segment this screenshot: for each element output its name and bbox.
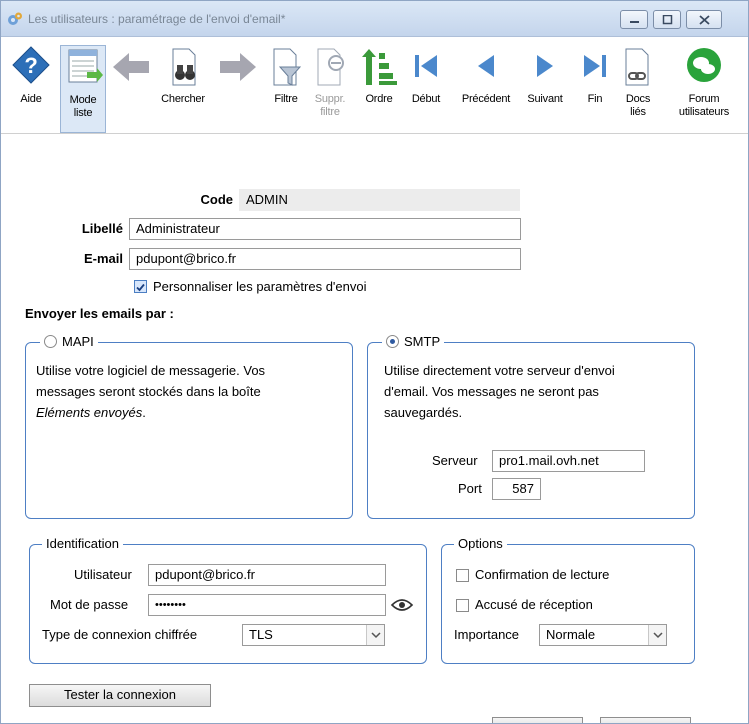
forum-chat-icon [682, 45, 726, 89]
importance-select[interactable] [539, 624, 667, 646]
tester-connexion-button[interactable]: Tester la connexion [29, 684, 211, 707]
forum-button[interactable]: Forum utilisateurs [669, 45, 739, 133]
smtp-label: SMTP [404, 334, 441, 349]
previous-record-icon [466, 45, 506, 89]
svg-text:?: ? [24, 53, 38, 78]
mapi-label: MAPI [62, 334, 94, 349]
suivant-button[interactable]: Suivant [521, 45, 569, 133]
libelle-label: Libellé [81, 221, 123, 236]
mapi-radio[interactable] [44, 335, 57, 348]
aide-button[interactable]: ? Aide [11, 45, 51, 133]
password-label: Mot de passe [50, 597, 129, 612]
mapi-group [25, 334, 353, 519]
code-label: Code [200, 192, 233, 207]
precedent-button[interactable]: Précédent [453, 45, 519, 133]
ok-button-partial[interactable] [492, 717, 583, 724]
next-record-icon [525, 45, 565, 89]
smtp-text-line2: d'email. Vos messages ne seront pas [384, 384, 599, 399]
identification-group [29, 536, 427, 664]
mode-liste-button[interactable]: Mode liste [60, 45, 106, 133]
options-group [441, 536, 695, 664]
close-icon [697, 15, 713, 25]
show-password-eye-icon[interactable] [390, 597, 414, 613]
libelle-input[interactable]: Administrateur [129, 218, 521, 240]
chevron-down-icon [366, 625, 384, 645]
help-icon [11, 45, 51, 89]
mapi-text-line2: messages seront stockés dans la boîte [36, 384, 261, 399]
utilisateur-input[interactable]: pdupont@brico.fr [148, 564, 386, 586]
maximize-icon [662, 15, 674, 25]
email-label: E-mail [83, 251, 123, 266]
accuse-label: Accusé de réception [475, 597, 593, 612]
checkmark-icon [135, 282, 146, 293]
close-button[interactable] [686, 10, 722, 29]
utilisateur-label: Utilisateur [74, 567, 132, 582]
type-connexion-label: Type de connexion chiffrée [42, 627, 198, 642]
type-connexion-value: TLS [249, 627, 273, 642]
suppr-filtre-button[interactable]: Suppr. filtre [308, 45, 352, 133]
serveur-input[interactable]: pro1.mail.ovh.net [492, 450, 645, 472]
confirmation-checkbox[interactable] [456, 569, 469, 582]
remove-filter-icon [310, 45, 350, 89]
options-legend [454, 536, 507, 551]
identification-title: Identification [46, 536, 119, 551]
previous-nav-arrow[interactable] [109, 45, 153, 133]
form-content [1, 135, 748, 724]
password-input[interactable]: •••••••• [148, 594, 386, 616]
linked-docs-icon [620, 45, 656, 89]
minimize-icon [629, 15, 641, 25]
importance-label: Importance [454, 627, 520, 642]
debut-button[interactable]: Début [406, 45, 446, 133]
options-title: Options [458, 536, 503, 551]
maximize-button[interactable] [653, 10, 681, 29]
ordre-button[interactable]: Ordre [359, 45, 399, 133]
mapi-text-period: . [142, 405, 146, 420]
app-gears-icon [7, 11, 23, 27]
importance-value: Normale [546, 627, 596, 642]
filter-icon [266, 45, 306, 89]
mapi-text-line1: Utilise votre logiciel de messagerie. Vos [36, 363, 266, 378]
binoculars-search-icon [163, 45, 203, 89]
toolbar [1, 37, 748, 134]
mapi-description [36, 360, 346, 423]
docs-lies-button[interactable]: Docs liés [620, 45, 656, 133]
confirmation-label: Confirmation de lecture [475, 567, 610, 582]
fin-button[interactable]: Fin [577, 45, 613, 133]
personnaliser-label: Personnaliser les paramètres d'envoi [153, 279, 367, 294]
email-input[interactable]: pdupont@brico.fr [129, 248, 521, 270]
chercher-button[interactable]: Chercher [153, 45, 213, 133]
smtp-radio[interactable] [386, 335, 399, 348]
port-label: Port [458, 481, 482, 496]
title-bar [1, 1, 748, 37]
sort-order-icon [359, 45, 399, 89]
mapi-folder-name: Eléments envoyés [36, 405, 143, 420]
envoyer-par-label: Envoyer les emails par : [25, 306, 174, 321]
smtp-group [367, 334, 695, 519]
minimize-button[interactable] [620, 10, 648, 29]
filtre-button[interactable]: Filtre [266, 45, 306, 133]
personnaliser-checkbox[interactable] [134, 280, 147, 293]
smtp-option[interactable] [382, 334, 444, 349]
arrow-right-icon [216, 45, 260, 89]
chevron-down-icon [648, 625, 666, 645]
mapi-option[interactable] [40, 334, 98, 349]
mapi-text-line3 [36, 402, 346, 423]
port-input[interactable]: 587 [492, 478, 541, 500]
smtp-text-line1: Utilise directement votre serveur d'envoi [384, 363, 615, 378]
serveur-label: Serveur [432, 453, 478, 468]
arrow-left-icon [109, 45, 153, 89]
identification-legend [42, 536, 123, 551]
next-nav-arrow[interactable] [216, 45, 260, 133]
last-record-icon [577, 45, 613, 89]
code-field: ADMIN [239, 189, 520, 211]
accuse-checkbox[interactable] [456, 599, 469, 612]
cancel-button-partial[interactable] [600, 717, 691, 724]
first-record-icon [406, 45, 446, 89]
list-mode-icon [63, 46, 103, 90]
smtp-text-line3: sauvegardés. [384, 405, 463, 420]
window-title: Les utilisateurs : paramétrage de l'envoi d'email* [28, 12, 286, 26]
type-connexion-select[interactable] [242, 624, 385, 646]
smtp-description [384, 360, 689, 423]
